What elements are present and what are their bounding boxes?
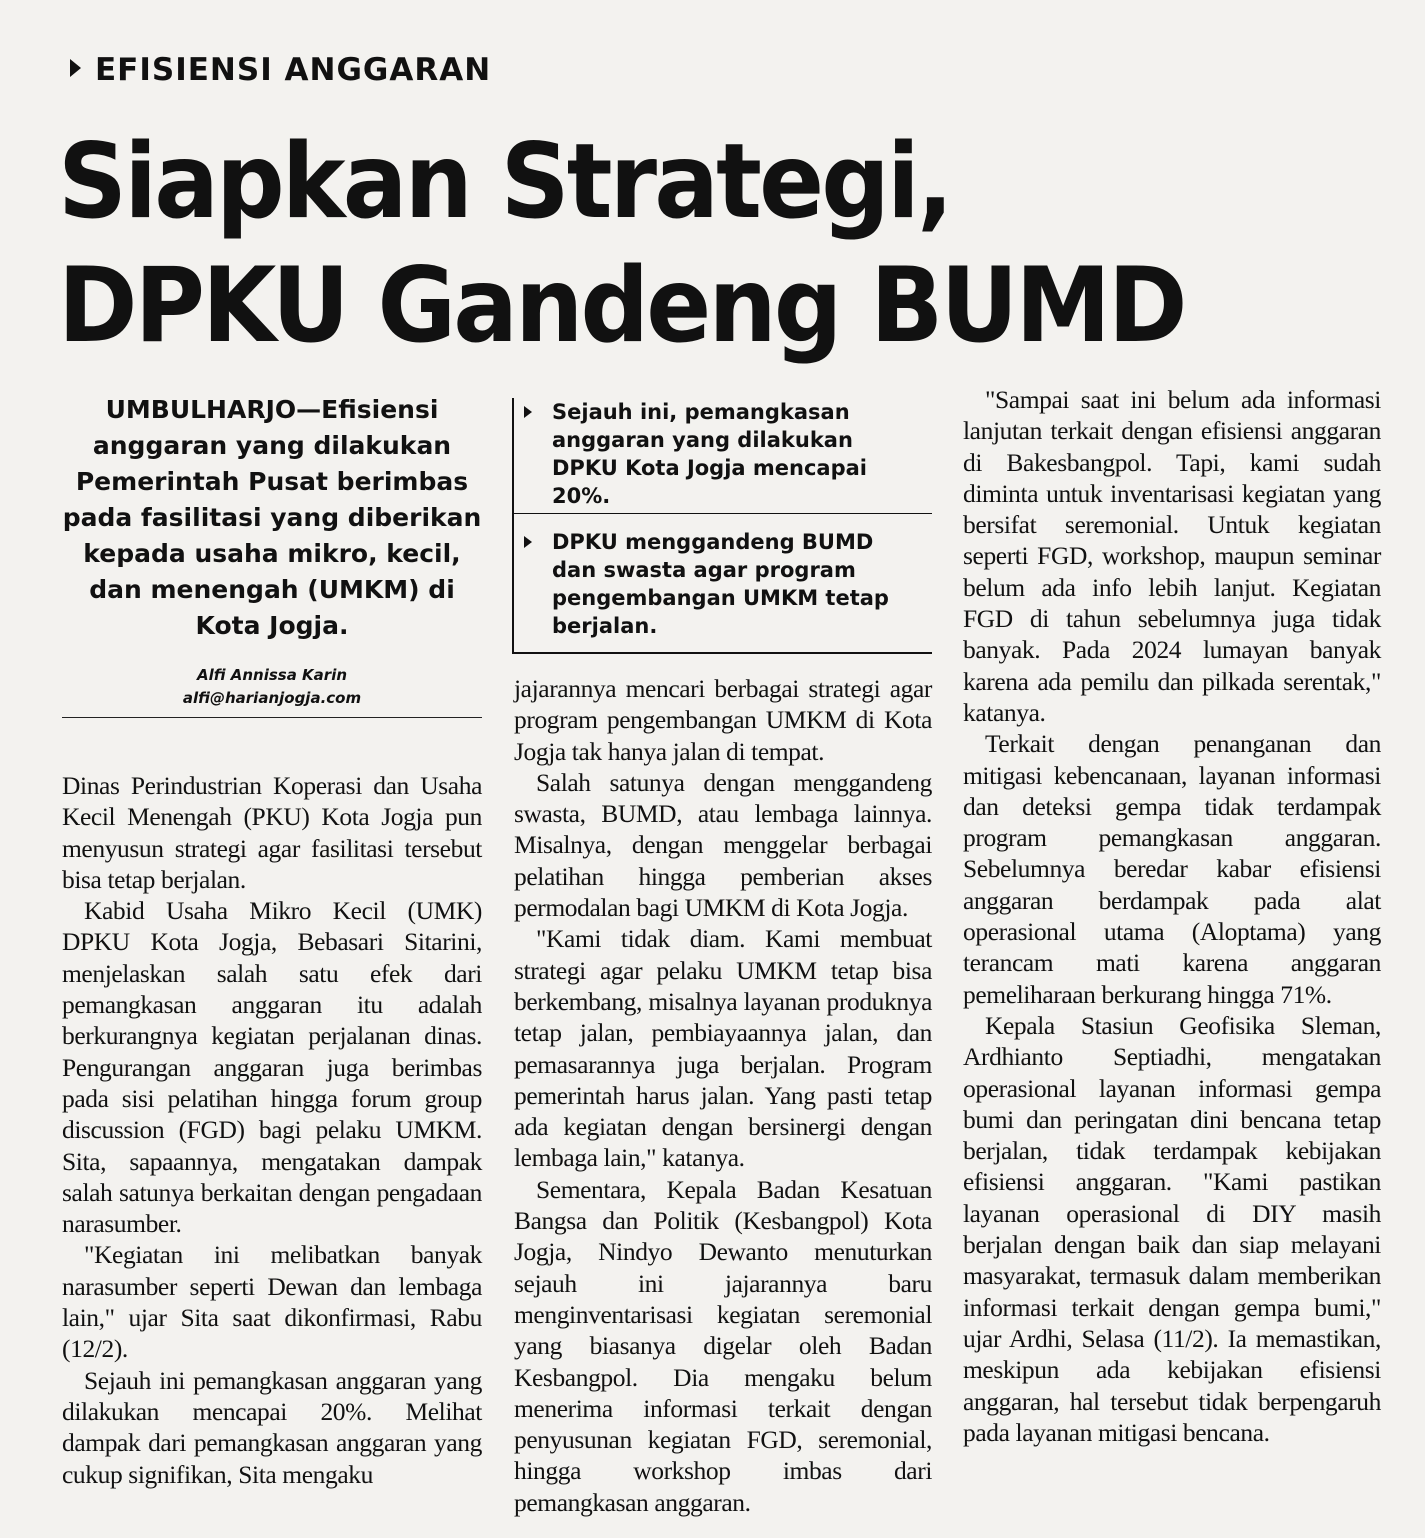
body-paragraph: jajarannya mencari berbagai strategi agar program pengembangan UMKM di Kota Jogja tak hanya jalan di tempat. <box>514 674 932 766</box>
body-paragraph: "Sampai saat ini belum ada informasi lanjutan terkait dengan efisiensi anggaran di Bakesbangpol. Tapi, kami sudah diminta untuk inventarisasi kegiatan yang bersifat seremonial. Untuk kegiatan seperti FGD, workshop, maupun seminar belum ada info lebih lanjut. Kegiatan FGD di tahun sebelumnya juga tidak banyak. Pada 2024 lumayan banyak karena ada pemilu dan pilkada serentak," katanya. <box>963 385 1381 727</box>
body-paragraph: "Kegiatan ini melibatkan banyak narasumber seperti Dewan dan lembaga lain," ujar Sita saat dikonfirmasi, Rabu (12/2). <box>62 1240 482 1364</box>
byline <box>62 664 482 710</box>
headline-line-2: DPKU Gandeng BUMD <box>58 246 1185 366</box>
body-paragraph: Kabid Usaha Mikro Kecil (UMK) DPKU Kota Jogja, Bebasari Sitarini, menjelaskan salah satu efek dari pemangkasan anggaran itu adalah berkurangnya kegiatan perjalanan dinas. Pengurangan anggaran juga berimbas pada sisi pelatihan hingga forum group discussion (FGD) bagi pelaku UMKM. Sita, sapaannya, mengatakan dampak salah satunya berkaitan dengan pengadaan narasumber. <box>62 896 482 1239</box>
rubric-label: EFISIENSI ANGGARAN <box>95 52 492 88</box>
highlight-item <box>552 528 924 640</box>
headline-line-1: Siapkan Strategi, <box>58 122 951 242</box>
body-column-3 <box>963 384 1381 1448</box>
highlights-box <box>512 398 932 654</box>
byline-divider <box>62 717 482 718</box>
highlight-item <box>552 398 924 510</box>
body-paragraph: Dinas Perindustrian Koperasi dan Usaha Kecil Menengah (PKU) Kota Jogja pun menyusun strategi agar fasilitasi tersebut bisa tetap berjalan. <box>62 771 482 894</box>
body-paragraph: Sejauh ini pemangkasan anggaran yang dilakukan mencapai 20%. Melihat dampak dari pemangkasan anggaran yang cukup signifikan, Sita mengaku <box>62 1365 482 1489</box>
body-column-1 <box>62 770 482 1490</box>
highlight-text: Sejauh ini, pemangkasan anggaran yang dilakukan DPKU Kota Jogja mencapai 20%. <box>552 400 867 508</box>
triangle-bullet-icon <box>524 406 532 418</box>
headline <box>58 120 1185 368</box>
body-paragraph: "Kami tidak diam. Kami membuat strategi agar pelaku UMKM tetap bisa berkembang, misalnya layanan produknya tetap jalan, pembiayaannya jalan, dan pemasarannya juga berjalan. Program pemerintah harus jalan. Yang pasti tetap ada kegiatan dengan bersinergi dengan lembaga lain," katanya. <box>514 924 932 1173</box>
triangle-bullet-icon <box>70 59 81 77</box>
lead-paragraph: UMBULHARJO—Efisiensi anggaran yang dilakukan Pemerintah Pusat berimbas pada fasilitasi yang diberikan kepada usaha mikro, kecil, dan menengah (UMKM) di Kota Jogja. <box>62 395 482 640</box>
body-paragraph: Sementara, Kepala Badan Kesatuan Bangsa dan Politik (Kesbangpol) Kota Jogja, Nindyo Dewanto menuturkan sejauh ini jajarannya baru menginventarisasi kegiatan seremonial yang biasanya digelar oleh Badan Kesbangpol. Dia mengaku belum menerima informasi terkait dengan penyusunan kegiatan FGD, seremonial, hingga workshop imbas dari pemangkasan anggaran. <box>514 1174 932 1517</box>
highlight-text: DPKU menggandeng BUMD dan swasta agar program pengembangan UMKM tetap berjalan. <box>552 530 889 638</box>
body-column-2 <box>514 673 932 1518</box>
byline-email: alfi@harianjogja.com <box>182 689 362 707</box>
triangle-bullet-icon <box>524 536 532 548</box>
byline-author: Alfi Annissa Karin <box>196 666 348 684</box>
body-paragraph: Kepala Stasiun Geofisika Sleman, Ardhianto Septiadhi, mengatakan operasional layanan informasi gempa bumi dan peringatan dini bencana tetap berjalan, tidak terdampak kebijakan efisiensi anggaran. "Kami pastikan layanan operasional di DIY masih berjalan dengan baik dan siap melayani masyarakat, termasuk dalam memberikan informasi terkait dengan gempa bumi," ujar Ardhi, Selasa (11/2). Ia memastikan, meskipun ada kebijakan efisiensi anggaran, hal tersebut tidak berpengaruh pada layanan mitigasi bencana. <box>963 1010 1381 1447</box>
section-rubric <box>70 52 491 88</box>
highlight-divider <box>514 513 932 514</box>
body-paragraph: Salah satunya dengan menggandeng swasta, BUMD, atau lembaga lainnya. Misalnya, dengan menggelar berbagai pelatihan hingga pemberian akses permodalan bagi UMKM di Kota Jogja. <box>514 767 932 923</box>
body-paragraph: Terkait dengan penanganan dan mitigasi kebencanaan, layanan informasi dan deteksi gempa tidak terdampak program pemangkasan anggaran. Sebelumnya beredar kabar efisiensi anggaran berdampak pada alat operasional utama (Aloptama) yang terancam mati karena anggaran pemeliharaan berkurang hingga 71%. <box>963 729 1381 1009</box>
